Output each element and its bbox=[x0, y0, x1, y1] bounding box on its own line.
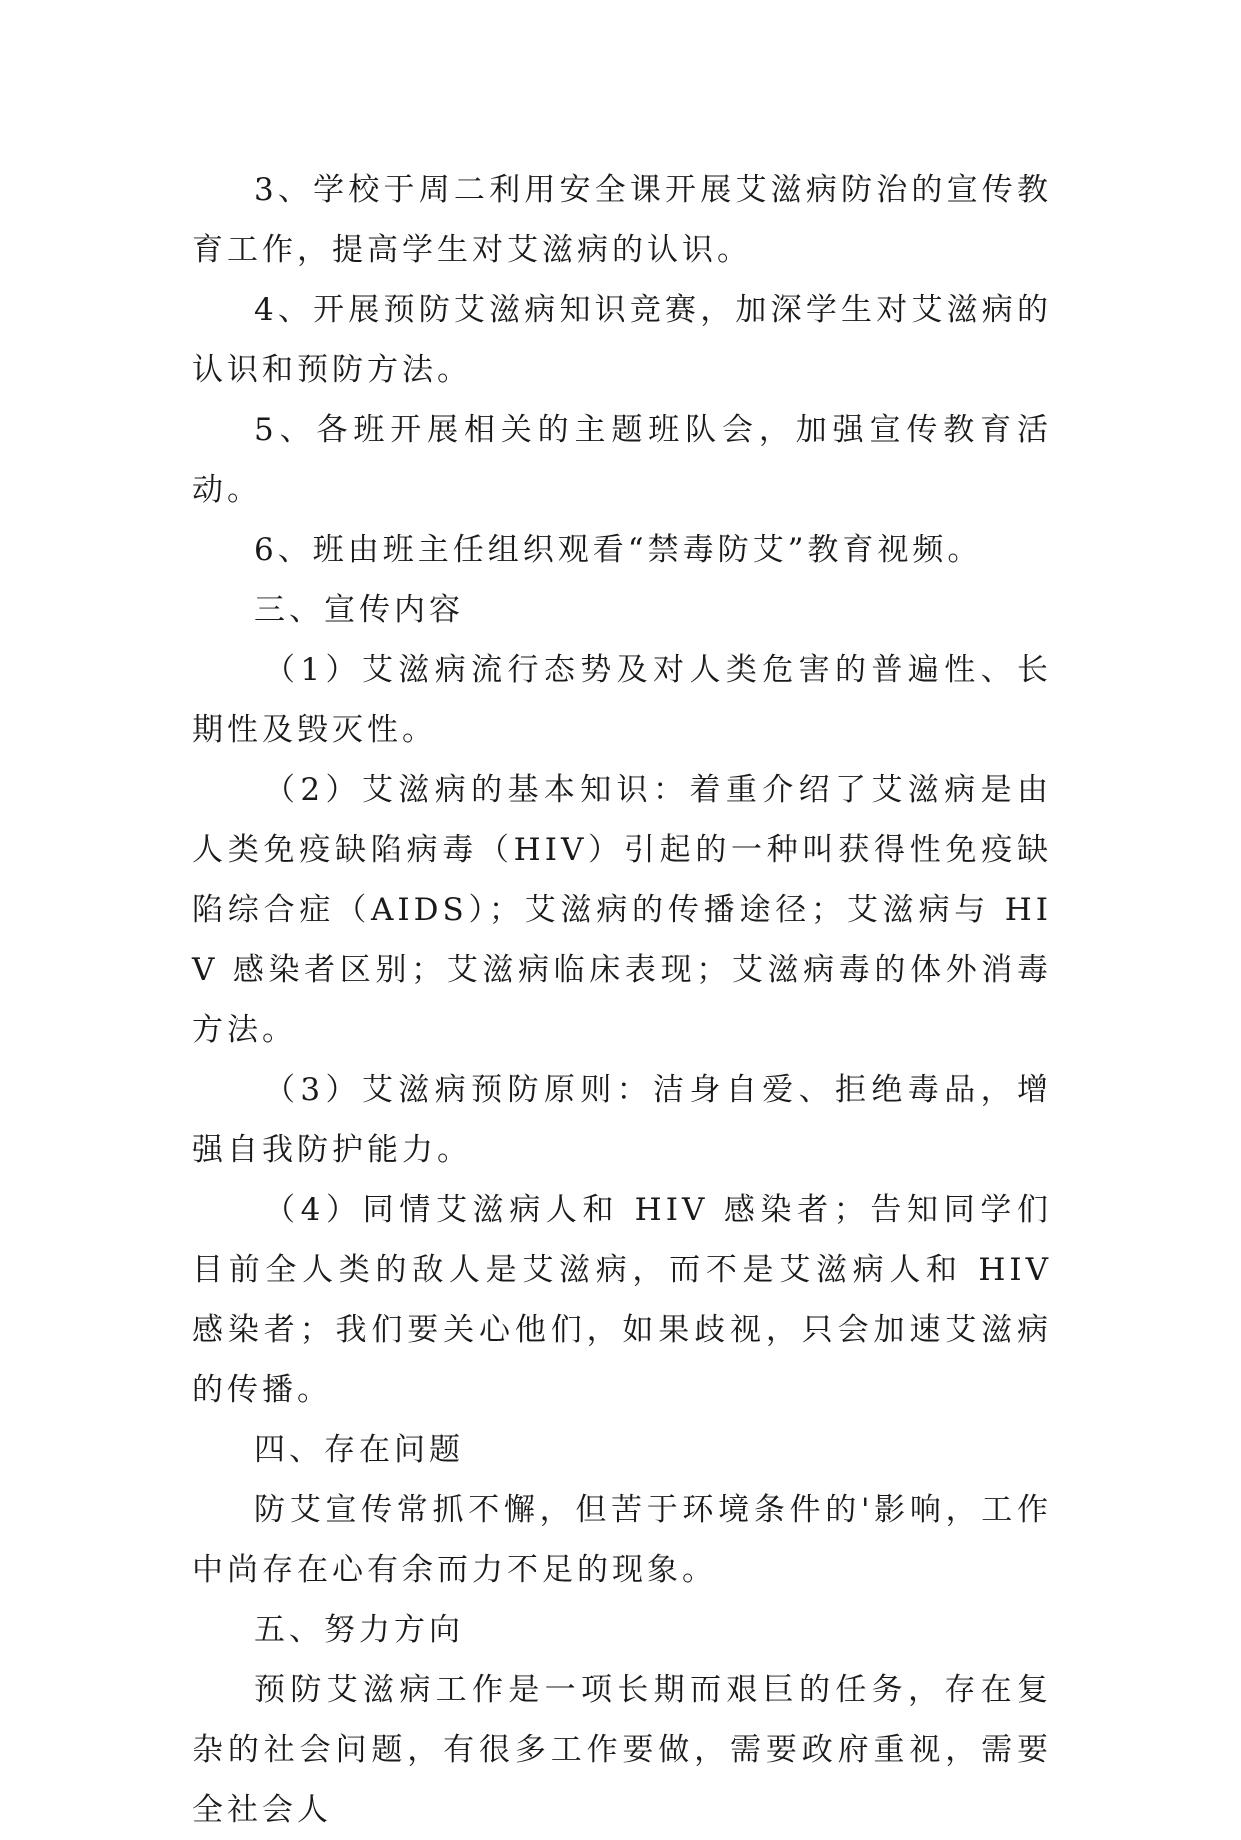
content-item-1: （1）艾滋病流行态势及对人类危害的普遍性、长期性及毁灭性。 bbox=[192, 652, 1052, 748]
list-item-4: 4、开展预防艾滋病知识竞赛，加深学生对艾滋病的认识和预防方法。 bbox=[192, 292, 1052, 388]
list-item-5: 5、各班开展相关的主题班队会，加强宣传教育活动。 bbox=[192, 412, 1052, 508]
content-item-3: （3）艾滋病预防原则：洁身自爱、拒绝毒品，增强自我防护能力。 bbox=[192, 1072, 1052, 1168]
section-heading-existing-problems: 四、存在问题 bbox=[254, 1432, 464, 1468]
list-item-6: 6、班由班主任组织观看“禁毒防艾”教育视频。 bbox=[254, 532, 983, 568]
document-body bbox=[192, 160, 1052, 1840]
content-item-2: （2）艾滋病的基本知识：着重介绍了艾滋病是由人类免疫缺陷病毒（HIV）引起的一种叫获得性免疫缺陷综合症（AIDS）；艾滋病的传播途径；艾滋病与 HIV 感染者区别；艾滋病临床表现；艾滋病毒的体外消毒方法。 bbox=[192, 772, 1052, 1048]
section-heading-future-direction: 五、努力方向 bbox=[254, 1612, 464, 1648]
content-item-4: （4）同情艾滋病人和 HIV 感染者；告知同学们目前全人类的敌人是艾滋病，而不是艾滋病人和 HIV 感染者；我们要关心他们，如果歧视，只会加速艾滋病的传播。 bbox=[192, 1192, 1052, 1408]
list-item-3: 3、学校于周二利用安全课开展艾滋病防治的宣传教育工作，提高学生对艾滋病的认识。 bbox=[192, 172, 1052, 268]
problems-paragraph: 防艾宣传常抓不懈，但苦于环境条件的'影响，工作中尚存在心有余而力不足的现象。 bbox=[192, 1492, 1052, 1588]
section-heading-publicity-content: 三、宣传内容 bbox=[254, 592, 464, 628]
direction-paragraph: 预防艾滋病工作是一项长期而艰巨的任务，存在复杂的社会问题，有很多工作要做，需要政府重视，需要全社会人 bbox=[192, 1672, 1052, 1828]
